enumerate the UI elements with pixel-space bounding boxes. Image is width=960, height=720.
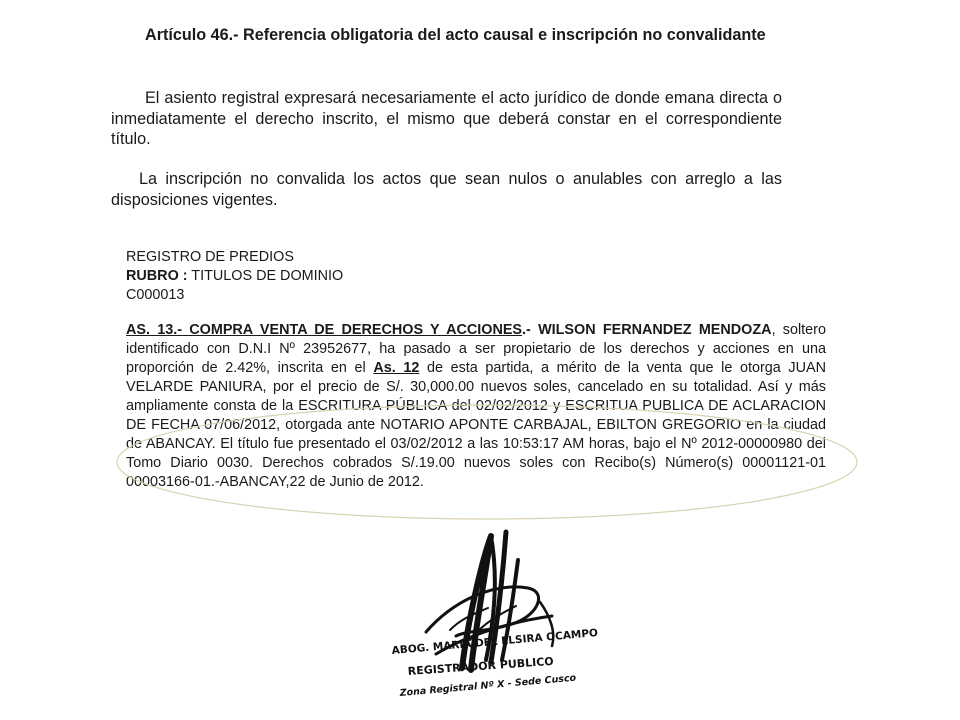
- registry-title: REGISTRO DE PREDIOS: [126, 249, 294, 265]
- entry-name: WILSON FERNANDEZ MENDOZA: [538, 322, 772, 338]
- entry-dash: .-: [522, 322, 539, 338]
- stamp-name: ABOG. MARIA DEL ELSIRA OCAMPO: [391, 626, 599, 657]
- registry-entry: [126, 321, 826, 492]
- article-title: Artículo 46.- Referencia obligatoria del acto causal e inscripción no convalidante: [145, 26, 766, 44]
- rubro-value: TITULOS DE DOMINIO: [187, 268, 344, 284]
- stamp-role: REGISTRADOR PUBLICO: [407, 654, 555, 678]
- entry-heading: AS. 13.- COMPRA VENTA DE DERECHOS Y ACCIONES: [126, 322, 523, 338]
- entry-text-1: , soltero identificado con D.N.I Nº 23952677, ha pasado a ser propietario de los derechos y acciones en una proporción de 2.42%, inscrita en el: [126, 322, 826, 376]
- rubro-line: [126, 267, 826, 286]
- rubro-label: RUBRO :: [126, 268, 188, 284]
- stamp-text: [391, 627, 598, 699]
- entry-text-2: de esta partida, a mérito de la venta que le otorga JUAN VELARDE PANIURA, por el precio de S/. 30,000.00 nuevos soles, cancelado en su totalidad. Así y más ampliamente consta de la ESCRITURA PÚBLICA del 02/02/2012 y ESCRITUA PUBLICA DE ACLARACION DE FECHA 07/06/2012, otorgada ante NOTARIO APONTE CARBAJAL, EBILTON GREGORIO en la ciudad de ABANCAY. El título fue presentado el 03/02/2012 a las 10:53:17 AM horas, bajo el Nº 2012-00000980 del Tomo Diario 0030. Derechos cobrados S/.19.00 nuevos soles con Recibo(s) Número(s) 00001121-01 00003166-01.-ABANCAY,22 de Junio de 2012.: [126, 360, 826, 490]
- article-paragraph-2: La inscripción no convalida los actos que sean nulos o anulables con arreglo a las disposiciones vigentes.: [111, 170, 782, 209]
- entry-ref: As. 12: [373, 360, 420, 376]
- signature-stamp: [370, 520, 630, 720]
- registry-code: C000013: [126, 287, 185, 303]
- registry-header: [126, 248, 826, 305]
- stamp-zone: Zona Registral Nº X - Sede Cusco: [399, 672, 577, 699]
- article-paragraph-1: El asiento registral expresará necesariamente el acto jurídico de donde emana directa o inmediatamente el derecho inscrito, el mismo que deberá constar en el correspondiente título.: [111, 89, 782, 148]
